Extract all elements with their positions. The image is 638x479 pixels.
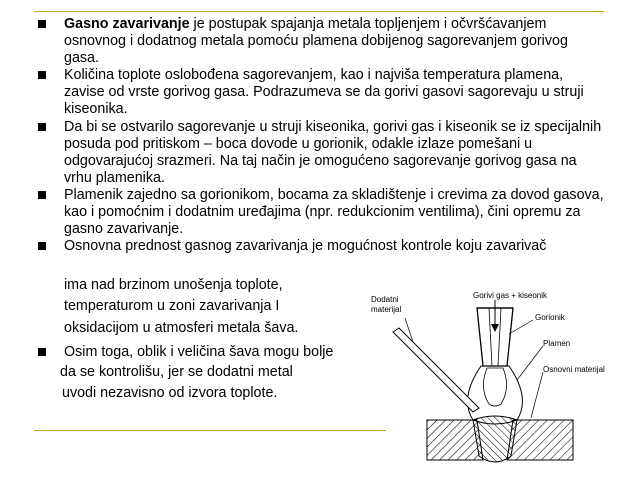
square-bullet-icon: [38, 20, 46, 28]
paragraph-line: temperaturom u zoni zavarivanja I: [64, 298, 280, 314]
bottom-divider: [34, 430, 386, 431]
square-bullet-icon: [38, 191, 46, 199]
flame-outline: [468, 366, 523, 424]
label-gas: Gorivi gas + kiseonik: [473, 291, 548, 300]
label-plamen: Plamen: [543, 339, 571, 348]
list-item: [38, 67, 604, 118]
paragraph-line: oksidacijom u atmosferi metala šava.: [64, 320, 299, 336]
label-osnovni-materijal: Osnovni materijal: [543, 365, 605, 374]
list-item: [38, 238, 604, 255]
label-gorionik: Gorionik: [535, 313, 565, 322]
paragraph-text: Plamenik zajedno sa gorionikom, bocama za skladištenje i crevima za dovod gasova, kao i pomoćnim i dodatnim uređajima (npr. redukcionim ventilima), čini opremu za gasno zavarivanje.: [64, 186, 604, 238]
weld-bead: [473, 416, 517, 462]
label-dodatni: Dodatni: [371, 295, 399, 304]
paragraph-line: da se kontrolišu, jer se dodatni metal: [60, 364, 293, 380]
list-item: [38, 16, 604, 67]
filler-rod: [393, 328, 479, 412]
list-item: [38, 344, 333, 361]
term-bold: Gasno zavarivanje: [64, 16, 190, 32]
bullet-list: [38, 16, 604, 255]
list-item: [38, 119, 604, 187]
top-divider: [34, 11, 604, 12]
paragraph-line: uvodi nezavisno od izvora toplote.: [62, 385, 278, 401]
square-bullet-icon: [38, 123, 46, 131]
square-bullet-icon: [38, 242, 46, 250]
paragraph-text: Osim toga, oblik i veličina šava mogu bolje: [64, 344, 334, 360]
welding-diagram: [365, 288, 627, 479]
paragraph-text: je postupak spajanja metala topljenjem i očvršćavanjem osnovnog i dodatnog metala pomoću plamena dobijenog sagorevanjem gorivog gasa.: [64, 16, 568, 67]
list-item: [38, 187, 604, 238]
flame-inner: [483, 368, 506, 406]
square-bullet-icon: [38, 71, 46, 79]
paragraph-text: Količina toplote oslobođena sagorevanjem, kao i najviša temperatura plamena, zavise od vrste gorivog gasa. Podrazumeva se da gorivi gasovi sagorevaju u struji kiseonika.: [64, 67, 584, 118]
paragraph-line: ima nad brzinom unošenja toplote,: [64, 277, 283, 293]
square-bullet-icon: [38, 348, 46, 356]
base-material-right: [507, 420, 573, 460]
paragraph-text: Da bi se ostvarilo sagorevanje u struji kiseonika, gorivi gas i kiseonik se iz specijalnih posuda pod pritiskom – boca dovode u gorionik, odakle izlaze pomešani u odgovarajućoj srazmeri. Na taj način je omogućeno sagorevanje gorivog gasa na vrhu plamenika.: [64, 118, 602, 186]
paragraph-text: Osnovna prednost gasnog zavarivanja je mogućnost kontrole koju zavarivač: [64, 238, 547, 255]
label-materijal: materijal: [371, 305, 402, 314]
